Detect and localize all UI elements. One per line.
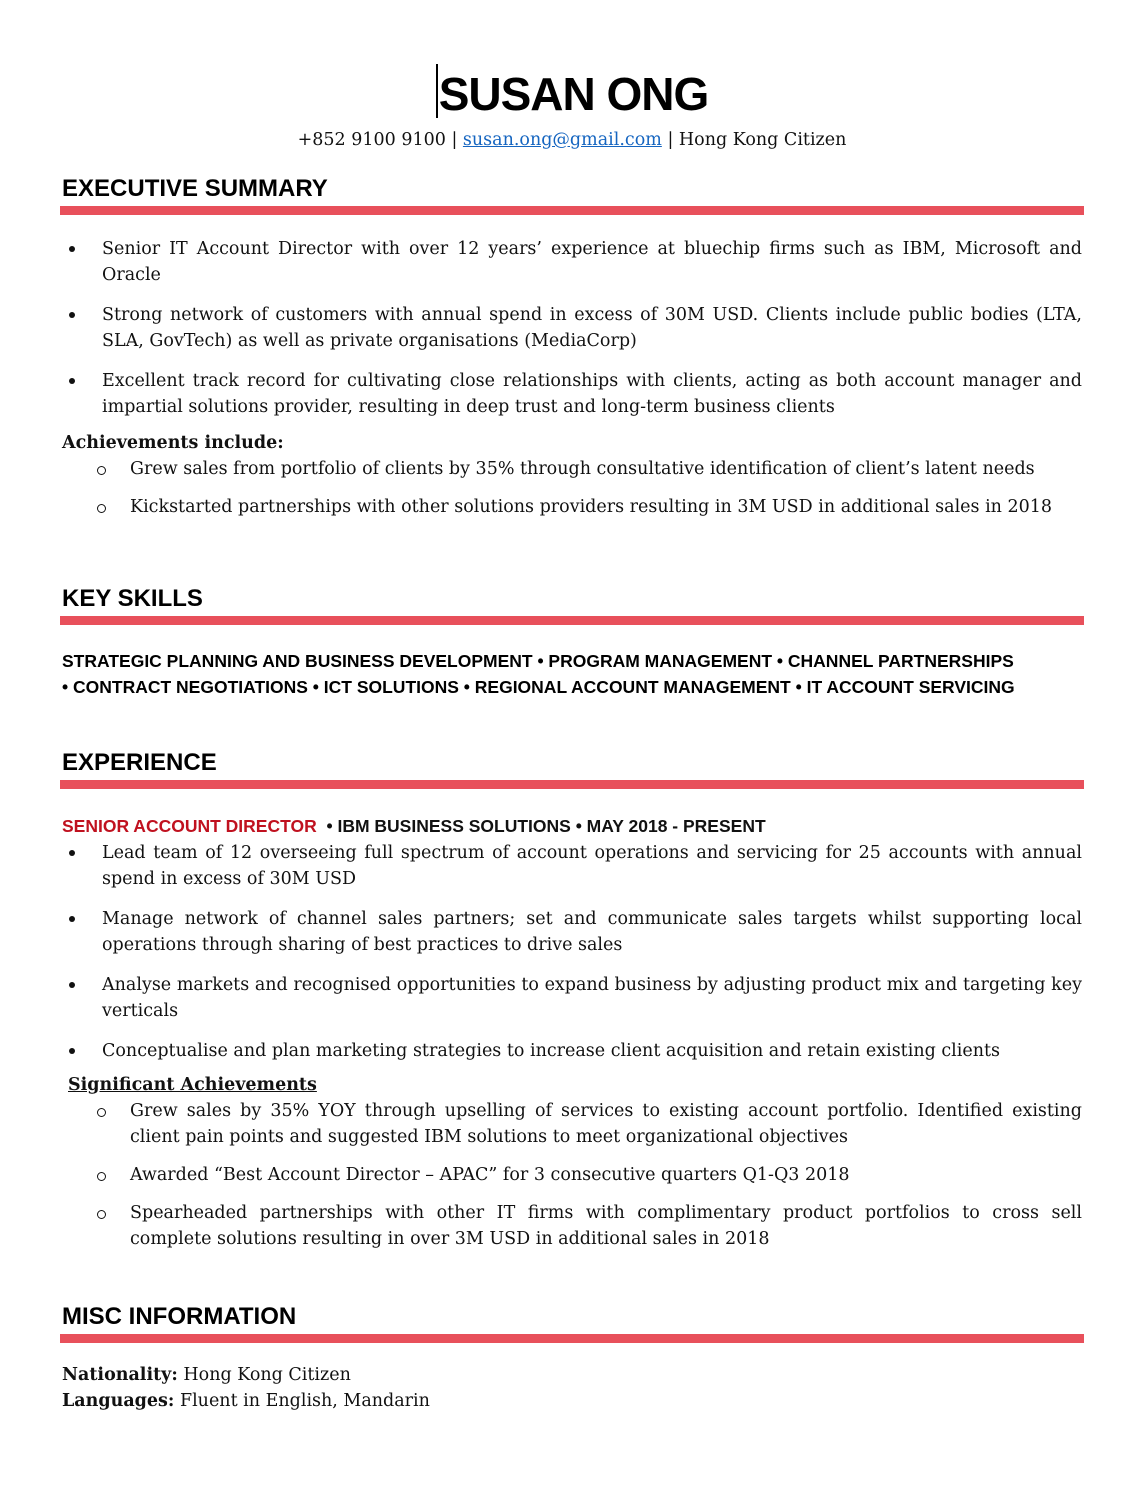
candidate-name: SUSAN ONG xyxy=(0,64,1144,124)
skills-line-1: STRATEGIC PLANNING AND BUSINESS DEVELOPMENT • PROGRAM MANAGEMENT • CHANNEL PARTNERSHIPS xyxy=(62,651,1014,671)
significant-achievements-label: Significant Achievements xyxy=(68,1075,317,1095)
languages-line xyxy=(62,1388,430,1414)
job-dates: • MAY 2018 - PRESENT xyxy=(575,816,766,836)
list-item: Conceptualise and plan marketing strategies to increase client acquisition and retain existing clients xyxy=(62,1038,1082,1064)
section-title-experience: EXPERIENCE xyxy=(62,749,217,776)
separator: | xyxy=(667,130,674,150)
experience-list xyxy=(62,840,1082,1078)
section-title-summary: EXECUTIVE SUMMARY xyxy=(62,175,328,202)
experience-achievements-list xyxy=(62,1098,1082,1264)
list-item: Grew sales from portfolio of clients by 35% through consultative identification of client’s latent needs xyxy=(62,456,1082,482)
list-item: Awarded “Best Account Director – APAC” for 3 consecutive quarters Q1-Q3 2018 xyxy=(62,1162,1082,1188)
section-title-skills: KEY SKILLS xyxy=(62,585,203,612)
list-item: Grew sales by 35% YOY through upselling of services to existing account portfolio. Identified existing client pain points and suggested IBM solutions to meet organizational objectives xyxy=(62,1098,1082,1150)
phone: +852 9100 9100 xyxy=(297,130,446,150)
list-item: Senior IT Account Director with over 12 years’ experience at bluechip firms such as IBM, Microsoft and Oracle xyxy=(62,236,1082,288)
summary-achievements-list xyxy=(62,456,1082,532)
nationality-label: Nationality: xyxy=(62,1365,178,1385)
list-item: Spearheaded partnerships with other IT firms with complimentary product portfolios to cross sell complete solutions resulting in over 3M USD in additional sales in 2018 xyxy=(62,1200,1082,1252)
job-company: • IBM BUSINESS SOLUTIONS xyxy=(326,816,571,836)
list-item: Kickstarted partnerships with other solutions providers resulting in 3M USD in additional sales in 2018 xyxy=(62,494,1082,520)
separator: | xyxy=(451,130,458,150)
nationality-value: Hong Kong Citizen xyxy=(183,1365,351,1385)
summary-list xyxy=(62,236,1082,434)
achievements-label: Achievements include: xyxy=(62,433,284,453)
email-link[interactable]: susan.ong@gmail.com xyxy=(462,130,662,150)
section-divider xyxy=(60,206,1084,215)
languages-value: Fluent in English, Mandarin xyxy=(179,1391,430,1411)
skills-line-2: • CONTRACT NEGOTIATIONS • ICT SOLUTIONS • REGIONAL ACCOUNT MANAGEMENT • IT ACCOUNT SERVICING xyxy=(62,677,1015,697)
languages-label: Languages: xyxy=(62,1391,175,1411)
citizenship: Hong Kong Citizen xyxy=(678,130,847,150)
list-item: Analyse markets and recognised opportunities to expand business by adjusting product mix and targeting key verticals xyxy=(62,972,1082,1024)
section-divider xyxy=(60,616,1084,625)
list-item: Excellent track record for cultivating close relationships with clients, acting as both account manager and impartial solutions provider, resulting in deep trust and long-term business clients xyxy=(62,368,1082,420)
job-header xyxy=(62,814,766,838)
section-divider xyxy=(60,780,1084,789)
list-item: Manage network of channel sales partners; set and communicate sales targets whilst supporting local operations through sharing of best practices to drive sales xyxy=(62,906,1082,958)
section-divider xyxy=(60,1334,1084,1343)
job-role: SENIOR ACCOUNT DIRECTOR xyxy=(62,816,317,836)
text-cursor xyxy=(436,64,438,118)
list-item: Lead team of 12 overseeing full spectrum of account operations and servicing for 25 accounts with annual spend in excess of 30M USD xyxy=(62,840,1082,892)
nationality-line xyxy=(62,1362,351,1388)
contact-line xyxy=(0,128,1144,152)
section-title-misc: MISC INFORMATION xyxy=(62,1303,297,1330)
list-item: Strong network of customers with annual spend in excess of 30M USD. Clients include public bodies (LTA, SLA, GovTech) as well as private organisations (MediaCorp) xyxy=(62,302,1082,354)
